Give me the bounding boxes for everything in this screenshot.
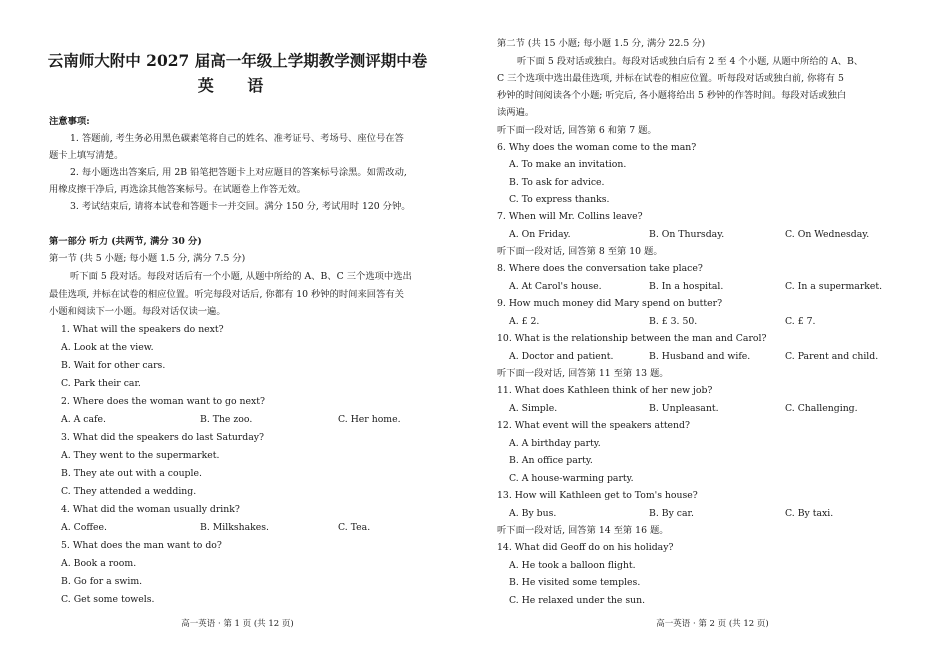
option-4c: C. Tea. [338,522,371,533]
option-3b: B. They ate out with a couple. [61,468,202,479]
option-9b: B. £ 3. 50. [649,316,698,327]
option-2a: A. A cafe. [61,414,106,425]
option-8c: C. In a supermarket. [785,281,883,292]
option-3a: A. They went to the supermarket. [61,450,220,461]
notice-line: 用橡皮擦干净后, 再选涂其他答案标号。在试题卷上作答无效。 [49,184,306,195]
option-4a: A. Coffee. [61,522,107,533]
section2-instructions: 读两遍。 [497,107,535,118]
option-10c: C. Parent and child. [785,351,879,362]
option-14b: B. He visited some temples. [509,577,641,588]
section1-instructions: 听下面 5 段对话。每段对话后有一个小题, 从题中所给的 A、B、C 三个选项中选出 [70,271,412,282]
section2-instructions: 秒钟的时间阅读各个小题; 听完后, 各小题将给出 5 秒钟的作答时间。每段对话或独白 [497,90,847,101]
option-6c: C. To express thanks. [509,194,610,205]
option-7c: C. On Wednesday. [785,229,870,240]
page-footer: 高一英语 · 第 1 页 (共 12 页) [181,619,294,629]
question-5: 5. What does the man want to do? [61,540,222,551]
question-7: 7. When will Mr. Collins leave? [497,211,643,222]
section2-heading: 第二节 (共 15 小题; 每小题 1.5 分, 满分 22.5 分) [497,38,706,49]
option-10b: B. Husband and wife. [649,351,751,362]
question-4: 4. What did the woman usually drink? [61,504,240,515]
section1-heading: 第一节 (共 5 小题; 每小题 1.5 分, 满分 7.5 分) [49,253,246,264]
exam-page-2 [475,0,950,654]
notice-line: 3. 考试结束后, 请将本试卷和答题卡一并交回。满分 150 分, 考试用时 120 分钟。 [70,201,411,212]
option-4b: B. Milkshakes. [200,522,270,533]
question-12: 12. What event will the speakers attend? [497,420,690,431]
option-13c: C. By taxi. [785,508,834,519]
option-8a: A. At Carol's house. [509,281,602,292]
question-11: 11. What does Kathleen think of her new job? [497,385,713,396]
option-3c: C. They attended a wedding. [61,486,197,497]
question-6: 6. Why does the woman come to the man? [497,142,697,153]
option-9a: A. £ 2. [509,316,540,327]
question-8: 8. Where does the conversation take place? [497,263,703,274]
question-3: 3. What did the speakers do last Saturday? [61,432,264,443]
option-8b: B. In a hospital. [649,281,724,292]
section2-instructions: C 三个选项中选出最佳选项, 并标在试卷的相应位置。听每段对话或独白前, 你将有 5 [497,73,844,84]
dialog-instruction: 听下面一段对话, 回答第 8 至第 10 题。 [497,246,663,257]
option-13b: B. By car. [649,508,694,519]
notice-line: 2. 每小题选出答案后, 用 2B 铅笔把答题卡上对应题目的答案标号涂黑。如需改动, [70,167,407,178]
option-1c: C. Park their car. [61,378,141,389]
question-9: 9. How much money did Mary spend on butter? [497,298,723,309]
option-12a: A. A birthday party. [509,438,601,449]
part1-heading: 第一部分 听力 (共两节, 满分 30 分) [49,236,202,247]
option-2b: B. The zoo. [200,414,253,425]
option-10a: A. Doctor and patient. [509,351,614,362]
option-11b: B. Unpleasant. [649,403,719,414]
section1-instructions: 小题和阅读下一小题。每段对话仅读一遍。 [49,306,226,317]
option-12b: B. An office party. [509,455,593,466]
option-14c: C. He relaxed under the sun. [509,595,646,606]
question-13: 13. How will Kathleen get to Tom's house? [497,490,698,501]
dialog-instruction: 听下面一段对话, 回答第 14 至第 16 题。 [497,525,669,536]
question-14: 14. What did Geoff do on his holiday? [497,542,674,553]
option-6b: B. To ask for advice. [509,177,605,188]
subject-title: 英 语 [197,76,278,95]
option-11c: C. Challenging. [785,403,858,414]
notice-line: 题卡上填写清楚。 [49,150,124,161]
notice-line: 1. 答题前, 考生务必用黑色碳素笔将自己的姓名、准考证号、考场号、座位号在答 [70,133,404,144]
option-13a: A. By bus. [509,508,557,519]
option-5b: B. Go for a swim. [61,576,143,587]
exam-title: 云南师大附中 2027 届高一年级上学期教学测评期中卷 [47,51,428,70]
option-9c: C. £ 7. [785,316,816,327]
option-11a: A. Simple. [509,403,558,414]
option-6a: A. To make an invitation. [509,159,627,170]
page-footer: 高一英语 · 第 2 页 (共 12 页) [656,619,769,629]
notice-heading: 注意事项: [49,116,90,127]
section1-instructions: 最佳选项, 并标在试卷的相应位置。听完每段对话后, 你都有 10 秒钟的时间来回答有关 [49,289,404,300]
question-2: 2. Where does the woman want to go next? [61,396,266,407]
dialog-instruction: 听下面一段对话, 回答第 6 和第 7 题。 [497,125,657,136]
question-10: 10. What is the relationship between the man and Carol? [497,333,767,344]
option-12c: C. A house-warming party. [509,473,634,484]
section2-instructions: 听下面 5 段对话或独白。每段对话或独白后有 2 至 4 个小题, 从题中所给的 A、B、 [517,56,864,67]
option-7b: B. On Thursday. [649,229,725,240]
option-5c: C. Get some towels. [61,594,155,605]
dialog-instruction: 听下面一段对话, 回答第 11 至第 13 题。 [497,368,669,379]
option-2c: C. Her home. [338,414,401,425]
question-1: 1. What will the speakers do next? [61,324,224,335]
option-1b: B. Wait for other cars. [61,360,166,371]
option-7a: A. On Friday. [509,229,571,240]
option-5a: A. Book a room. [61,558,137,569]
option-14a: A. He took a balloon flight. [509,560,636,571]
option-1a: A. Look at the view. [61,342,154,353]
